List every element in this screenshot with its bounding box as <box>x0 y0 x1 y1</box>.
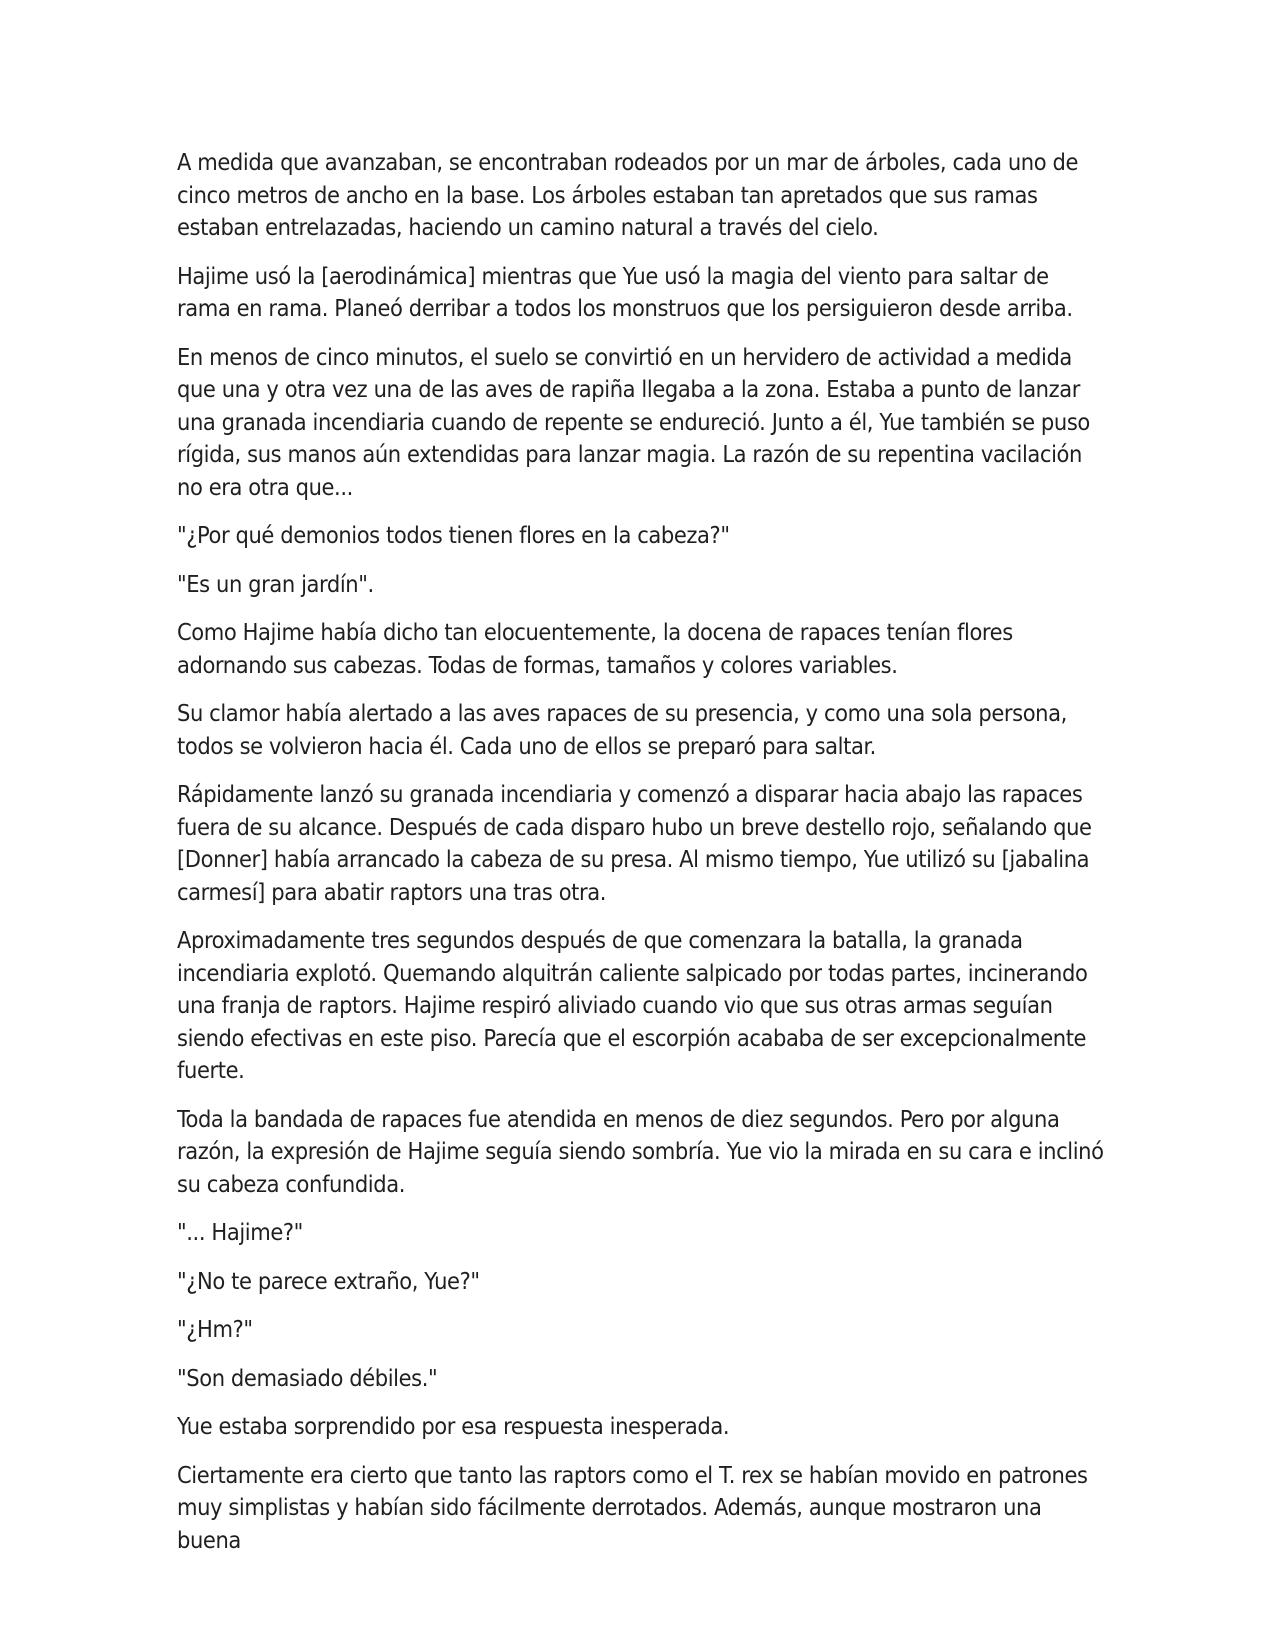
body-text <box>177 146 1107 1572</box>
dialogue-line: "Son demasiado débiles." <box>177 1363 438 1392</box>
paragraph: Su clamor había alertado a las aves rapaces de su presencia, y como una sola persona, todos se volvieron hacia él. Cada uno de ellos se preparó para saltar. <box>177 699 1067 760</box>
paragraph: Toda la bandada de rapaces fue atendida en menos de diez segundos. Pero por alguna razón, la expresión de Hajime seguía siendo sombría. Yue vio la mirada en su cara e inclinó su cabeza confundida. <box>177 1104 1104 1198</box>
dialogue-line: "¿No te parece extraño, Yue?" <box>177 1266 480 1295</box>
dialogue-line: "... Hajime?" <box>177 1218 303 1246</box>
paragraph: Yue estaba sorprendido por esa respuesta inesperada. <box>177 1412 730 1440</box>
paragraph: Ciertamente era cierto que tanto las raptors como el T. rex se habían movido en patrones muy simplistas y habían sido fácilmente derrotados. Además, aunque mostraron una buena <box>177 1460 1088 1554</box>
dialogue-line: "¿Hm?" <box>177 1315 253 1343</box>
dialogue-line: "¿Por qué demonios todos tienen flores en la cabeza?" <box>177 521 730 549</box>
dialogue-line: "Es un gran jardín". <box>177 569 374 598</box>
paragraph: A medida que avanzaban, se encontraban rodeados por un mar de árboles, cada uno de cinco metros de ancho en la base. Los árboles estaban tan apretados que sus ramas estaban entrelazadas, haciendo un camino natural a través del cielo. <box>177 148 1079 241</box>
paragraph: Hajime usó la [aerodinámica] mientras que Yue usó la magia del viento para saltar de rama en rama. Planeó derribar a todos los monstruos que los persiguieron desde arriba. <box>177 261 1073 322</box>
paragraph: En menos de cinco minutos, el suelo se convirtió en un hervidero de actividad a medida que una y otra vez una de las aves de rapiña llegaba a la zona. Estaba a punto de lanzar una granada incendiaria cuando de repente se endureció. Junto a él, Yue también se puso rígida, sus manos aún extendidas para lanzar magia. La razón de su repentina vacilación no era otra que... <box>177 342 1090 501</box>
paragraph: Como Hajime había dicho tan elocuentemente, la docena de rapaces tenían flores adornando sus cabezas. Todas de formas, tamaños y colores variables. <box>177 618 1013 679</box>
paragraph: Aproximadamente tres segundos después de que comenzara la batalla, la granada incendiaria explotó. Quemando alquitrán caliente salpicado por todas partes, incinerando una franja de raptors. Hajime respiró aliviado cuando vio que sus otras armas seguían siendo efectivas en este piso. Parecía que el escorpión acababa de ser excepcionalmente fuerte. <box>177 926 1088 1084</box>
paragraph: Rápidamente lanzó su granada incendiaria y comenzó a disparar hacia abajo las rapaces fuera de su alcance. Después de cada disparo hubo un breve destello rojo, señalando que [Donner] había arrancado la cabeza de su presa. Al mismo tiempo, Yue utilizó su [jabalina carmesí] para abatir raptors una tras otra. <box>177 780 1092 906</box>
